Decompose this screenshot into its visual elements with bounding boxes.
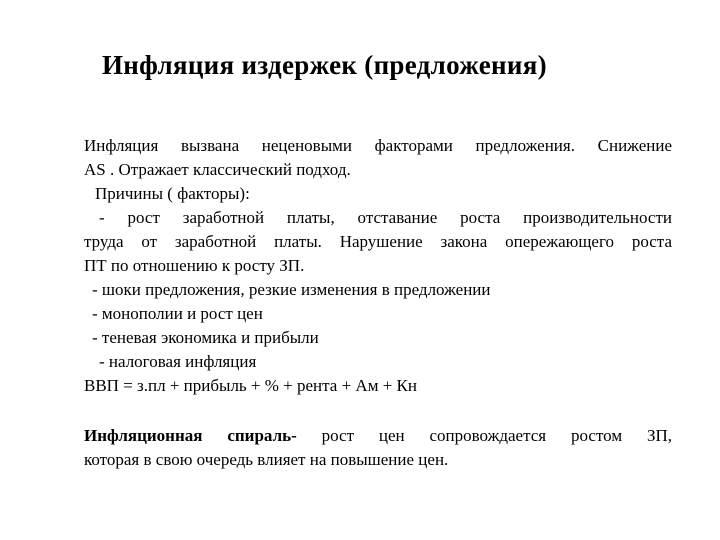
spacer — [84, 398, 672, 424]
cause-3: - монополии и рост цен — [92, 304, 263, 323]
cause-5: - налоговая инфляция — [99, 352, 257, 371]
slide-body — [84, 134, 672, 472]
slide-title: Инфляция издержек (предложения) — [102, 50, 547, 80]
cause-1-line-3: ПТ по отношению к росту ЗП. — [84, 256, 305, 275]
spiral-term: Инфляционная спираль- — [84, 426, 297, 445]
gdp-formula: ВВП = з.пл + прибыль + % + рента + Ам + Кн — [84, 376, 417, 395]
spiral-line-1 — [84, 424, 672, 448]
spiral-line-1-rest: рост цен сопровождается ростом ЗП, — [296, 426, 672, 445]
cause-4: - теневая экономика и прибыли — [92, 328, 319, 347]
causes-heading: Причины ( факторы): — [95, 184, 250, 203]
spiral-line-2: которая в свою очередь влияет на повышение цен. — [84, 450, 449, 469]
intro-line-1: Инфляция вызвана неценовыми факторами предложения. Снижение — [84, 136, 672, 155]
intro-line-2: AS . Отражает классический подход. — [84, 160, 351, 179]
cause-2: - шоки предложения, резкие изменения в предложении — [92, 280, 491, 299]
cause-1-line-1: - рост заработной платы, отставание роста производительности — [99, 208, 672, 227]
cause-1-line-2: труда от заработной платы. Нарушение закона опережающего роста — [84, 232, 672, 251]
